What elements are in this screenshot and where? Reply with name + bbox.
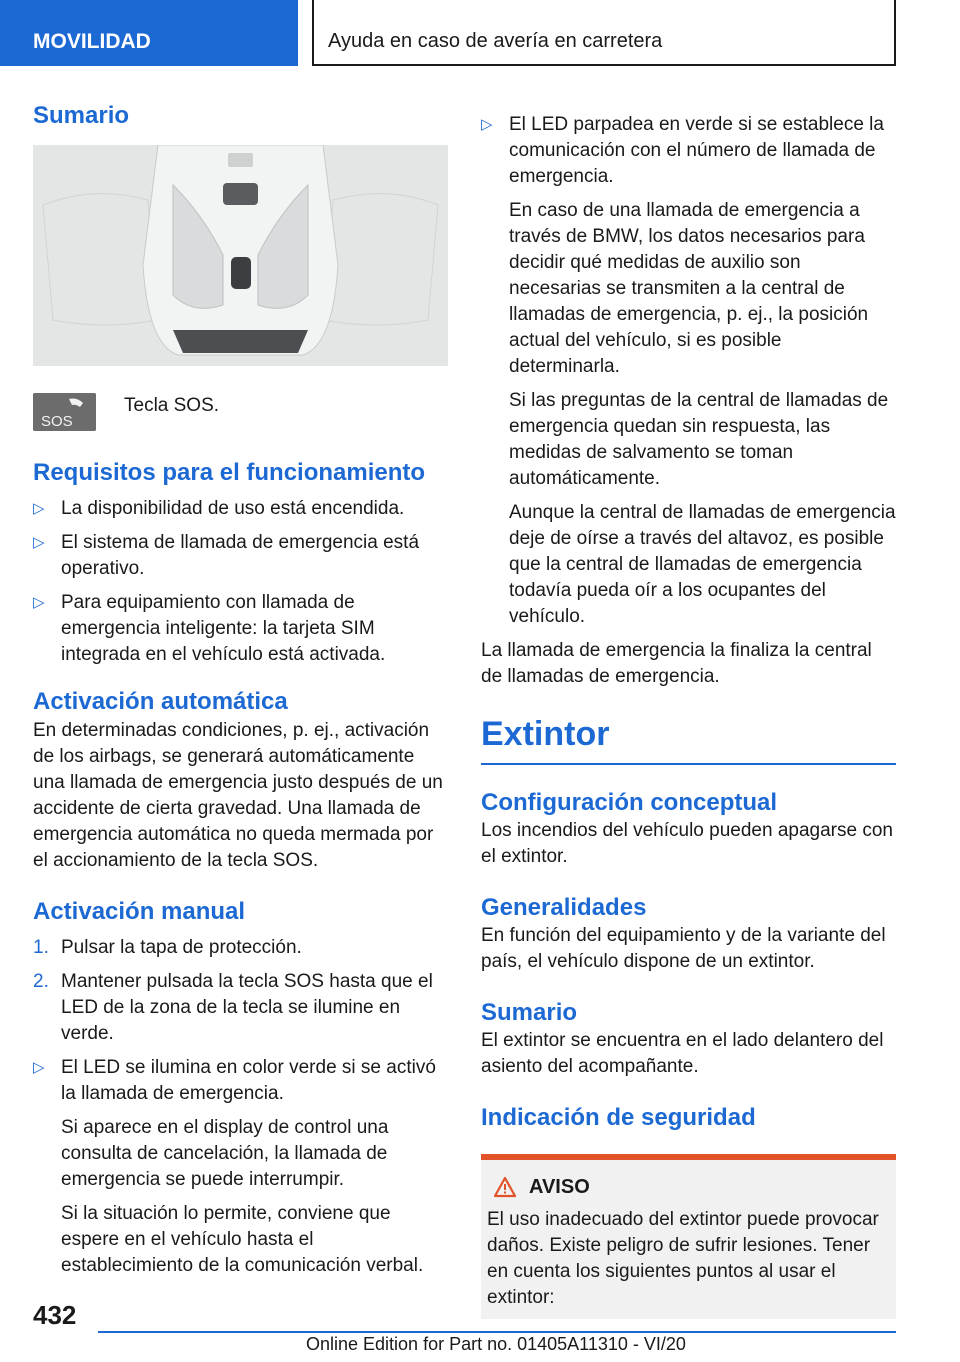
general-heading: Generalidades bbox=[481, 893, 647, 921]
overhead-console-image bbox=[33, 145, 448, 366]
list-item: ▷ La disponibilidad de uso está encendida. bbox=[33, 496, 448, 522]
list-item: 1. Pulsar la tapa de protección. bbox=[33, 936, 302, 958]
sos-caption: Tecla SOS. bbox=[124, 395, 220, 417]
triangle-bullet-icon: ▷ bbox=[481, 116, 493, 133]
manual-steps-list bbox=[33, 935, 448, 1279]
sumario2-text: El extintor se encuentra en el lado delantero del asiento del acompañante. bbox=[481, 1030, 884, 1078]
auto-activation-text: En determinadas condiciones, p. ej., activación de los airbags, se generará automáticamente una llamada de emergencia justo después de un accidente de cierta gravedad. Una llamada de emergencia automática no queda mermada por el accionamiento de la tecla SOS. bbox=[33, 719, 443, 871]
sos-key-icon bbox=[33, 393, 96, 431]
triangle-bullet-icon: ▷ bbox=[33, 500, 45, 518]
list-item: ▷ Para equipamiento con llamada de emergencia inteligente: la tarjeta SIM integrada en el vehículo está activada. bbox=[33, 592, 386, 666]
requirements-list bbox=[33, 496, 448, 668]
concept-text: Los incendios del vehículo pueden apagarse con el extintor. bbox=[481, 819, 893, 867]
sumario2-heading: Sumario bbox=[481, 999, 578, 1027]
list-item: 2. Mantener pulsada la tecla SOS hasta que el LED de la zona de la tecla se ilumine en verde. bbox=[33, 970, 433, 1044]
triangle-bullet-icon: ▷ bbox=[33, 594, 45, 612]
left-column bbox=[33, 100, 448, 1279]
svg-text:SOS: SOS bbox=[41, 413, 73, 431]
concept-heading: Configuración conceptual bbox=[481, 788, 778, 816]
requirements-heading: Requisitos para el funcionamiento bbox=[33, 459, 426, 487]
general-text: En función del equipamiento y de la variante del país, el vehículo dispone de un extintor. bbox=[481, 925, 886, 973]
header-section: MOVILIDAD bbox=[0, 0, 298, 66]
triangle-bullet-icon: ▷ bbox=[33, 534, 45, 552]
extintor-heading: Extintor bbox=[481, 714, 896, 765]
footer-divider bbox=[98, 1331, 896, 1333]
safety-heading: Indicación de seguridad bbox=[481, 1104, 756, 1132]
auto-activation-heading: Activación automática bbox=[33, 688, 288, 716]
warning-triangle-icon bbox=[493, 1176, 517, 1198]
triangle-bullet-icon: ▷ bbox=[33, 1058, 45, 1076]
page-number: 432 bbox=[33, 1300, 77, 1330]
end-call-text: La llamada de emergencia la finaliza la central de llamadas de emergencia. bbox=[481, 640, 872, 687]
warning-text: El uso inadecuado del extintor puede provocar daños. Existe peligro de sufrir lesiones. Tener en cuenta los siguientes puntos al usar el extintor: bbox=[487, 1208, 879, 1308]
right-column bbox=[481, 104, 896, 1319]
edition-text: Online Edition for Part no. 01405A11310 - VI/20 bbox=[306, 1334, 686, 1354]
sos-key-row bbox=[33, 393, 448, 431]
list-item: ▷ El LED parpadea en verde si se establece la comunicación con el número de llamada de emergencia. En caso de una llamada de emergencia a través de BMW, los datos necesarios para decidir qué medidas de auxilio son necesarias se transmiten a la central de llamadas de emergencia, p. ej., la posición actual del vehículo, si es posible determinarla. Si las preguntas de la central de llamadas de emergencia quedan sin respuesta, las medidas de salvamento se toman automáticamente. Aunque la central de llamadas de emergencia deje de oírse a través del altavoz, es posible que la central de llamadas de emergencia todavía pueda oír a los ocupantes del vehículo. bbox=[481, 114, 896, 627]
warning-title: AVISO bbox=[487, 1176, 890, 1199]
list-item: ▷ El LED se ilumina en color verde si se activó la llamada de emergencia. Si aparece en el display de control una consulta de cancelación, la llamada de emergencia se puede interrumpir. Si la situación lo permite, conviene que espere en el vehículo hasta el establecimiento de la comunicación verbal. bbox=[33, 1056, 436, 1276]
header-chapter: Ayuda en caso de avería en carretera bbox=[312, 0, 896, 66]
led-blink-list bbox=[481, 112, 896, 630]
sumario-heading: Sumario bbox=[33, 102, 130, 129]
list-item: ▷ El sistema de llamada de emergencia está operativo. bbox=[33, 532, 420, 580]
manual-activation-heading: Activación manual bbox=[33, 897, 246, 925]
warning-box bbox=[481, 1154, 896, 1319]
